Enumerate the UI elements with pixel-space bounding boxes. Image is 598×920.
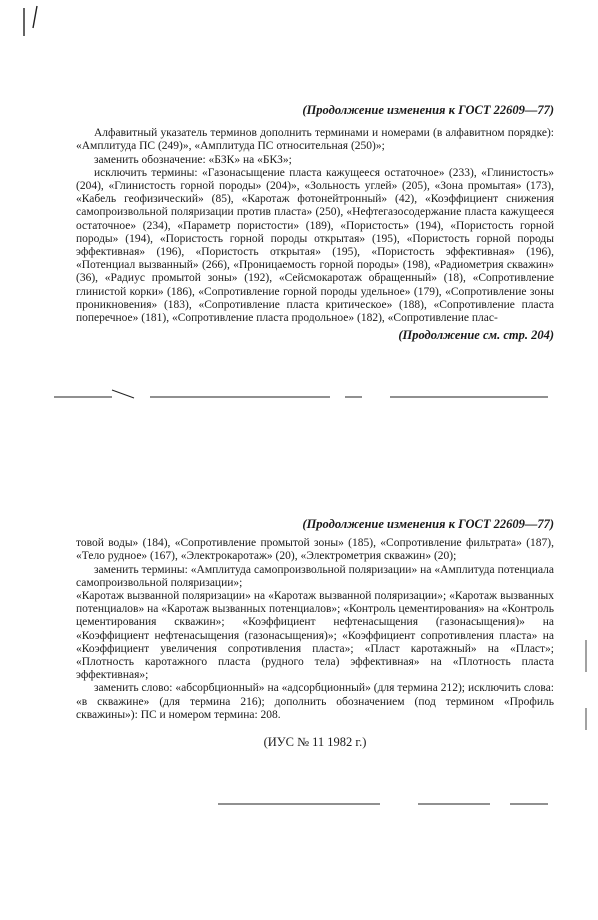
continuation-footer: (Продолжение см. стр. 204) [398, 328, 554, 343]
paragraph: Алфавитный указатель терминов дополнить терминами и номерами (в алфавитном порядке): «Амплитуда ПС (249)», «Амплитуда ПС относительная (250)»; [76, 127, 554, 153]
continuation-heading: (Продолжение изменения к ГОСТ 22609—77) [302, 517, 554, 531]
paragraph: заменить термины: «Амплитуда самопроизвольной поляризации» на «Амплитуда потенциала самопроизвольной поляризации»; [76, 563, 554, 589]
continuation-block-2 [76, 518, 554, 749]
separator-rule [54, 390, 548, 398]
paragraph: исключить термины: «Газонасыщение пласта кажущееся остаточное» (233), «Глинистость» (204), «Глинистость горной породы» (204)», «Зольность углей» (205), «Зона промытая» (173), «Кабель геофизический» (85), «Каротаж фотонейтронный» (42), «Коэффициент снижения самопроизвольной поляризации против пласта» (250), «Нефтегазосодержание пласта кажущееся остаточное» (234), «Параметр пористости» (189), «Пористость» (194), «Пористость горной породы» (194), «Пористость горной породы открытая» (195), «Пористость горной породы эффективная» (196), «Пористость открытая» (195), «Пористость эффективная» (196), «Потенциал вызванный» (266), «Проницаемость горной породы» (198), «Радиометрия скважин» (36), «Радиус промытой зоны» (192), «Сейсмокаротаж обращенный» (18), «Сопротивление глинистой корки» (186), «Сопротивление горной породы удельное» (179), «Сопротивление зоны проникновения» (183), «Сопротивление пласта критическое» (188), «Сопротивление пласта поперечное» (181), «Сопротивление пласта продольное» (182), «Сопротивление плас- [76, 166, 554, 325]
top-left-scan-marks [24, 6, 37, 36]
continuation-heading: (Продолжение изменения к ГОСТ 22609—77) [302, 103, 554, 117]
source-note: (ИУС № 11 1982 г.) [263, 735, 367, 750]
paragraph: заменить слово: «абсорбционный» на «адсорбционный» (для термина 212); исключить слова: «в скважине» (для термина 216); дополнить обозначением (под термином «Профиль скважины»): ПС и номером термина: 208. [76, 682, 554, 721]
paragraph: товой воды» (184), «Сопротивление промытой зоны» (185), «Сопротивление фильтрата» (187), «Тело рудное» (167), «Электрокаротаж» (20), «Электрометрия скважин» (20); [76, 537, 554, 563]
paragraph: заменить обозначение: «БЗК» на «БКЗ»; [94, 153, 292, 166]
continuation-block-1 [76, 104, 554, 342]
paragraph: «Каротаж вызванной поляризации» на «Каротаж вызванной поляризации»; «Каротаж вызванных потенциалов» на «Каротаж вызванных потенциалов»; «Контроль цементирования» на «Контроль цементирования скважин»; «Коэффициент нефтенасыщения (газонасыщения)» на «Коэффициент нефтенасыщения (газонасыщения)»; «Коэффициент сопротивления пласта» на «Коэффициент увеличения сопротивления пласта»; «Пласт каротажный» на «Пласт»; «Плотность каротажного пласта (рудного тела) эффективная» на «Плотность пласта эффективная»; [76, 590, 554, 682]
